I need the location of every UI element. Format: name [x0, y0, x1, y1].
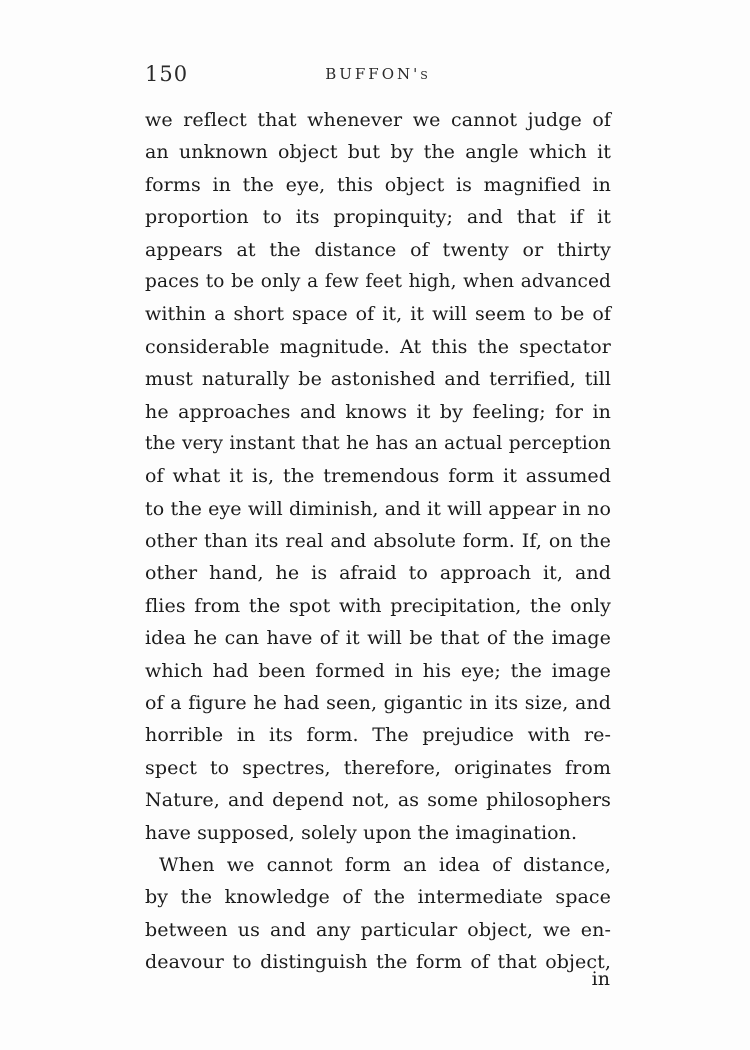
- text-line: considerable magnitude. At this the spectator: [145, 335, 611, 358]
- text-line: When we cannot form an idea of distance,: [159, 853, 611, 876]
- text-line: the very instant that he has an actual perception: [145, 432, 611, 454]
- text-line: of a figure he had seen, gigantic in its size, and: [145, 692, 611, 715]
- text-line: other hand, he is afraid to approach it, and: [145, 562, 611, 585]
- text-line: which had been formed in his eye; the image: [145, 659, 611, 682]
- text-line: deavour to distinguish the form of that object,: [145, 951, 611, 974]
- text-line: spect to spectres, therefore, originates from: [145, 756, 611, 779]
- text-line: between us and any particular object, we en-: [145, 918, 611, 941]
- text-line: have supposed, solely upon the imagination.: [145, 821, 578, 844]
- text-line: paces to be only a few feet high, when advanced: [145, 270, 611, 292]
- paragraph-1: [145, 104, 611, 849]
- text-line: to the eye will diminish, and it will appear in no: [145, 497, 611, 520]
- text-line: within a short space of it, it will seem to be of: [145, 303, 611, 326]
- text-line: flies from the spot with precipitation, the only: [145, 594, 611, 617]
- text-line: Nature, and depend not, as some philosophers: [145, 789, 611, 812]
- text-line: other than its real and absolute form. If, on the: [145, 530, 611, 553]
- text-line: appears at the distance of twenty or thirty: [145, 238, 611, 261]
- body-text: [145, 104, 611, 979]
- text-line: horrible in its form. The prejudice with re-: [145, 724, 611, 747]
- text-line: an unknown object but by the angle which it: [145, 141, 611, 164]
- page-header: [145, 62, 611, 88]
- text-line: of what it is, the tremendous form it assumed: [145, 465, 611, 488]
- text-line: we reflect that whenever we cannot judge of: [145, 109, 611, 131]
- text-line: forms in the eye, this object is magnified in: [145, 173, 611, 196]
- page-number: 150: [145, 62, 189, 86]
- catchword: in: [591, 968, 610, 990]
- text-line: must naturally be astonished and terrified, till: [145, 368, 611, 391]
- text-line: proportion to its propinquity; and that if it: [145, 206, 611, 229]
- running-head: BUFFON's: [325, 65, 431, 83]
- text-line: by the knowledge of the intermediate space: [145, 886, 611, 909]
- text-line: idea he can have of it will be that of the image: [145, 627, 611, 650]
- paragraph-2: [145, 849, 611, 979]
- text-line: he approaches and knows it by feeling; for in: [145, 400, 611, 423]
